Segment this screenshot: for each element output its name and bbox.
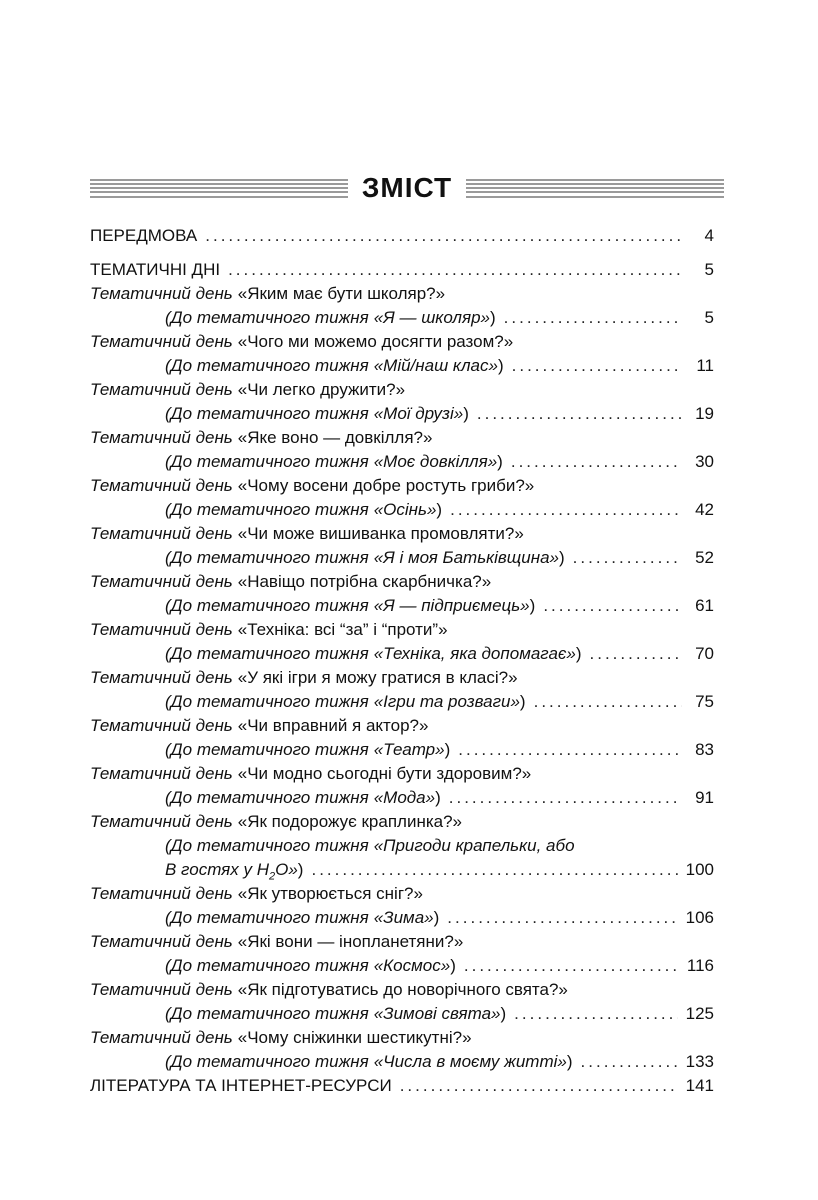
week-ref (165, 498, 436, 522)
entry-week-line (90, 546, 714, 570)
close-paren: ) (500, 1004, 507, 1023)
entry-week-line (90, 690, 714, 714)
entry-title-line (90, 330, 714, 354)
entry-question: «Як подорожує краплинка?» (237, 812, 463, 831)
week-prefix: До тематичного тижня (170, 908, 369, 927)
week-prefix: До тематичного тижня (170, 500, 369, 519)
week-name: «Мої друзі» (373, 404, 464, 423)
preface-page: 4 (704, 226, 714, 245)
open-paren: ( (165, 644, 171, 663)
close-paren: ) (519, 692, 526, 711)
week-prefix: До тематичного тижня (170, 956, 369, 975)
entry-week-line (90, 1002, 714, 1026)
entry-page: 133 (685, 1052, 714, 1071)
entry-question: «Яке воно — довкілля?» (237, 428, 433, 447)
open-paren: ( (165, 452, 171, 471)
entry-page: 19 (695, 404, 714, 423)
week-cont-text: В гостях у H (165, 860, 269, 879)
toc-preface[interactable] (90, 224, 714, 248)
leader-dots (573, 546, 682, 570)
close-paren: ) (497, 452, 503, 471)
entry-title-line (90, 282, 714, 306)
entry-question: «У які ігри я можу гратися в класі?» (237, 668, 518, 687)
close-paren: ) (450, 956, 456, 975)
entry-week-line (90, 498, 714, 522)
day-label: Тематичний день (90, 764, 233, 783)
entry-week-line (90, 834, 714, 858)
week-ref (165, 450, 497, 474)
entry-question: «Як підготуватись до новорічного свята?» (237, 980, 568, 999)
day-label: Тематичний день (90, 572, 233, 591)
week-prefix: До тематичного тижня (170, 308, 369, 327)
entry-question: «Чи вправний я актор?» (237, 716, 429, 735)
left-rule (90, 179, 348, 198)
entry-week-line (90, 1050, 714, 1074)
week-ref (165, 594, 530, 618)
entry-question: «Чи модно сьогодні бути здоровим?» (237, 764, 532, 783)
week-prefix: До тематичного тижня (170, 452, 369, 471)
page-title: ЗМІСТ (361, 172, 453, 203)
leader-dots (447, 906, 677, 930)
week-prefix: До тематичного тижня (170, 1004, 369, 1023)
leader-dots (205, 224, 682, 248)
toc-entry[interactable] (90, 930, 714, 978)
week-cont-subscript: 2 (268, 870, 276, 883)
entry-question: «Техніка: всі “за” і “проти”» (237, 620, 448, 639)
leader-dots (458, 738, 682, 762)
entry-title-line (90, 1026, 714, 1050)
close-paren: ) (490, 308, 496, 327)
entry-title-line (90, 570, 714, 594)
toc-entry[interactable] (90, 1026, 714, 1074)
toc-entry[interactable] (90, 282, 714, 330)
entry-page: 91 (695, 788, 714, 807)
leader-dots (464, 954, 679, 978)
entry-title-line (90, 978, 714, 1002)
open-paren: ( (165, 356, 171, 375)
entry-week-line (90, 786, 714, 810)
day-label: Тематичний день (90, 332, 233, 351)
toc-entry[interactable] (90, 378, 714, 426)
toc-header (90, 170, 724, 206)
toc-entry[interactable] (90, 570, 714, 618)
week-name: «Зима» (373, 908, 434, 927)
entry-title-line (90, 930, 714, 954)
entry-page: 116 (686, 956, 714, 975)
entry-page: 106 (685, 908, 714, 927)
entry-week-line (90, 402, 714, 426)
entry-question: «Чому сніжинки шестикутні?» (237, 1028, 472, 1047)
week-name: «Ігри та розваги» (373, 692, 520, 711)
entry-page: 75 (695, 692, 714, 711)
leader-dots (477, 402, 682, 426)
entry-title-line (90, 714, 714, 738)
week-ref (165, 354, 498, 378)
open-paren: ( (165, 1052, 171, 1071)
entry-title-line (90, 378, 714, 402)
week-cont-end: O» (275, 860, 298, 879)
close-paren: ) (497, 356, 504, 375)
close-paren: ) (297, 860, 304, 879)
day-label: Тематичний день (90, 932, 233, 951)
week-name: «Мій/наш клас» (373, 356, 498, 375)
open-paren: ( (165, 404, 171, 423)
open-paren: ( (165, 788, 171, 807)
entry-question: «Чого ми можемо досягти разом?» (237, 332, 514, 351)
week-name: «Зимові свята» (373, 1004, 501, 1023)
literature-label: ЛІТЕРАТУРА ТА ІНТЕРНЕТ-РЕСУРСИ (90, 1076, 392, 1095)
open-paren: ( (165, 1004, 171, 1023)
week-prefix: До тематичного тижня (170, 1052, 369, 1071)
week-name: «Моє довкілля» (373, 452, 498, 471)
leader-dots (514, 1002, 677, 1026)
leader-dots (311, 858, 677, 882)
section-page: 5 (704, 260, 714, 279)
week-name: «Числа в моєму житті» (373, 1052, 567, 1071)
entry-title-line (90, 522, 714, 546)
week-ref (165, 306, 490, 330)
entry-page: 52 (695, 548, 714, 567)
entry-week-line (90, 738, 714, 762)
week-prefix: До тематичного тижня (170, 692, 369, 711)
day-label: Тематичний день (90, 884, 233, 903)
leader-dots (543, 594, 682, 618)
close-paren: ) (444, 740, 451, 759)
day-label: Тематичний день (90, 620, 233, 639)
entry-title-line (90, 810, 714, 834)
week-name: «Театр» (373, 740, 445, 759)
entry-question: «Яким має бути школяр?» (237, 284, 446, 303)
toc-entry[interactable] (90, 426, 714, 474)
section-label: ТЕМАТИЧНІ ДНІ (90, 260, 221, 279)
day-label: Тематичний день (90, 428, 233, 447)
toc-entry[interactable] (90, 618, 714, 666)
open-paren: ( (165, 956, 171, 975)
entry-week-line (90, 354, 714, 378)
week-name: «Техніка, яка допомагає» (373, 644, 576, 663)
week-ref (165, 546, 559, 570)
week-ref (165, 642, 576, 666)
entry-page: 83 (695, 740, 714, 759)
entry-page: 30 (695, 452, 714, 471)
entry-question: «Як утворюється сніг?» (237, 884, 423, 903)
leader-dots (581, 1050, 678, 1074)
entry-question: «Чому восени добре ростуть гриби?» (237, 476, 535, 495)
week-prefix: До тематичного тижня (170, 836, 369, 855)
toc-section[interactable] (90, 258, 714, 282)
week-prefix: До тематичного тижня (170, 404, 369, 423)
entry-page: 5 (704, 308, 714, 327)
day-label: Тематичний день (90, 524, 233, 543)
open-paren: ( (165, 908, 171, 927)
toc-entries (90, 282, 714, 1074)
leader-dots (534, 690, 682, 714)
leader-dots (512, 354, 682, 378)
week-ref (165, 402, 463, 426)
day-label: Тематичний день (90, 716, 233, 735)
open-paren: ( (165, 596, 171, 615)
table-of-contents (90, 224, 714, 1098)
entry-week-line (90, 450, 714, 474)
week-prefix: До тематичного тижня (170, 596, 369, 615)
entry-title-line (90, 618, 714, 642)
toc-entry[interactable] (90, 522, 714, 570)
close-paren: ) (435, 788, 441, 807)
toc-entry[interactable] (90, 330, 714, 378)
toc-entry[interactable] (90, 714, 714, 762)
entry-question: «Чи може вишиванка промовляти?» (237, 524, 524, 543)
entry-question: «Чи легко дружити?» (237, 380, 406, 399)
week-ref (165, 1002, 501, 1026)
entry-question: «Які вони — інопланетяни?» (237, 932, 464, 951)
week-prefix: До тематичного тижня (170, 788, 369, 807)
week-name: «Я — підприємець» (373, 596, 530, 615)
right-rule (466, 179, 724, 198)
open-paren: ( (165, 692, 171, 711)
close-paren: ) (529, 596, 536, 615)
toc-entry[interactable] (90, 474, 714, 522)
leader-dots (450, 498, 682, 522)
entry-page: 11 (696, 356, 714, 375)
leader-dots (511, 450, 682, 474)
week-ref (165, 690, 520, 714)
toc-entry[interactable] (90, 810, 714, 882)
toc-literature[interactable] (90, 1074, 714, 1098)
week-name: «Пригоди крапельки, або (373, 836, 575, 855)
week-name: «Я — школяр» (373, 308, 490, 327)
leader-dots (590, 642, 683, 666)
entry-page: 100 (685, 860, 714, 879)
day-label: Тематичний день (90, 476, 233, 495)
entry-page: 125 (685, 1004, 714, 1023)
week-ref (165, 906, 434, 930)
day-label: Тематичний день (90, 1028, 233, 1047)
entry-title-line (90, 666, 714, 690)
entry-page: 61 (695, 596, 714, 615)
week-prefix: До тематичного тижня (170, 548, 369, 567)
toc-entry[interactable] (90, 762, 714, 810)
leader-dots (400, 1074, 678, 1098)
entry-title-line (90, 474, 714, 498)
entry-page: 70 (695, 644, 714, 663)
week-prefix: До тематичного тижня (170, 740, 369, 759)
entry-week-continuation (90, 858, 714, 882)
week-name: «Осінь» (373, 500, 437, 519)
week-name: «Космос» (373, 956, 451, 975)
close-paren: ) (463, 404, 469, 423)
day-label: Тематичний день (90, 284, 233, 303)
toc-entry[interactable] (90, 978, 714, 1026)
close-paren: ) (559, 548, 565, 567)
entry-week-line (90, 594, 714, 618)
entry-title-line (90, 882, 714, 906)
entry-week-line (90, 642, 714, 666)
entry-week-line (90, 906, 714, 930)
close-paren: ) (436, 500, 443, 519)
week-prefix: До тематичного тижня (170, 644, 369, 663)
open-paren: ( (165, 500, 171, 519)
open-paren: ( (165, 740, 171, 759)
leader-dots (228, 258, 682, 282)
day-label: Тематичний день (90, 380, 233, 399)
leader-dots (449, 786, 682, 810)
week-ref (165, 954, 450, 978)
week-ref (165, 1050, 567, 1074)
literature-page: 141 (685, 1076, 714, 1095)
week-prefix: До тематичного тижня (170, 356, 369, 375)
toc-entry[interactable] (90, 666, 714, 714)
week-ref (165, 834, 575, 858)
close-paren: ) (566, 1052, 573, 1071)
day-label: Тематичний день (90, 812, 233, 831)
week-ref (165, 738, 445, 762)
entry-question: «Навіщо потрібна скарбничка?» (237, 572, 492, 591)
entry-week-line (90, 306, 714, 330)
day-label: Тематичний день (90, 980, 233, 999)
entry-week-line (90, 954, 714, 978)
week-ref (165, 786, 435, 810)
entry-title-line (90, 762, 714, 786)
entry-page: 42 (695, 500, 714, 519)
open-paren: ( (165, 548, 171, 567)
open-paren: ( (165, 836, 171, 855)
toc-entry[interactable] (90, 882, 714, 930)
week-name: «Я і моя Батьківщина» (373, 548, 559, 567)
day-label: Тематичний день (90, 668, 233, 687)
close-paren: ) (575, 644, 582, 663)
close-paren: ) (433, 908, 440, 927)
preface-label: ПЕРЕДМОВА (90, 226, 198, 245)
open-paren: ( (165, 308, 171, 327)
week-name: «Мода» (373, 788, 436, 807)
leader-dots (504, 306, 682, 330)
entry-title-line (90, 426, 714, 450)
